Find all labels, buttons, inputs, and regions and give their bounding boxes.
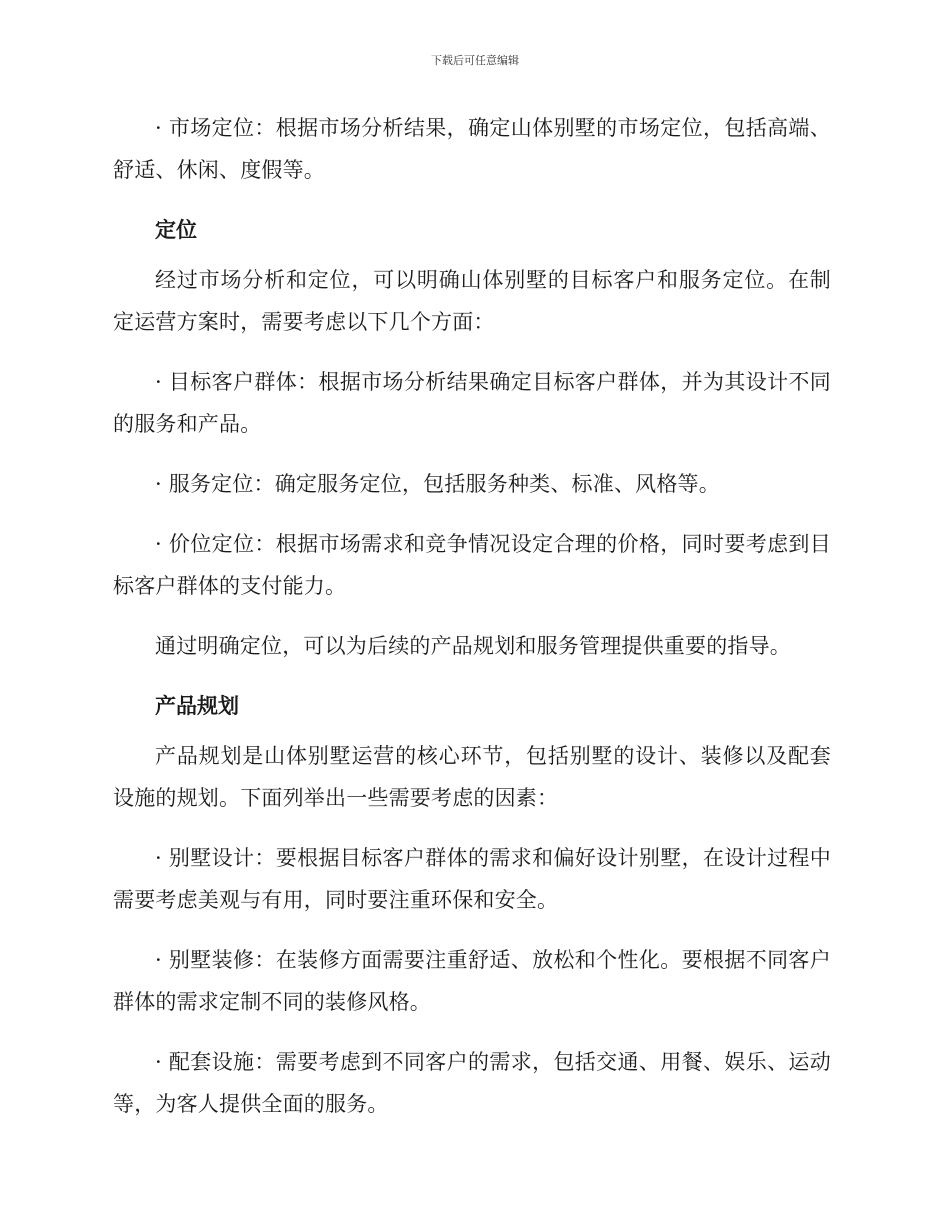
- section-heading-positioning: 定位: [155, 218, 197, 242]
- paragraph-positioning-summary: 通过明确定位，可以为后续的产品规划和服务管理提供重要的指导。: [155, 634, 791, 658]
- paragraph-target-customers: · 目标客户群体：根据市场分析结果确定目标客户群体，并为其设计不同的服务和产品。: [113, 370, 831, 436]
- paragraph-market-positioning: · 市场定位：根据市场分析结果，确定山体别墅的市场定位，包括高端、舒适、休闲、度假等。: [113, 116, 831, 182]
- paragraph-price-positioning: · 价位定位：根据市场需求和竞争情况设定合理的价格，同时要考虑到目标客户群体的支付能力。: [113, 532, 831, 598]
- paragraph-supporting-facilities: · 配套设施：需要考虑到不同客户的需求，包括交通、用餐、娱乐、运动等，为客人提供全面的服务。: [113, 1050, 831, 1116]
- document-body: [113, 107, 831, 1143]
- paragraph-product-planning-intro: 产品规划是山体别墅运营的核心环节，包括别墅的设计、装修以及配套设施的规划。下面列举出一些需要考虑的因素：: [113, 744, 831, 810]
- paragraph-service-positioning: · 服务定位：确定服务定位，包括服务种类、标准、风格等。: [155, 472, 720, 496]
- paragraph-villa-design: · 别墅设计：要根据目标客户群体的需求和偏好设计别墅，在设计过程中需要考虑美观与有用，同时要注重环保和安全。: [113, 846, 831, 912]
- section-heading-product-planning: 产品规划: [155, 694, 239, 718]
- paragraph-villa-decoration: · 别墅装修：在装修方面需要注重舒适、放松和个性化。要根据不同客户群体的需求定制不同的装修风格。: [113, 948, 831, 1014]
- paragraph-positioning-intro: 经过市场分析和定位，可以明确山体别墅的目标客户和服务定位。在制定运营方案时，需要考虑以下几个方面：: [113, 268, 831, 334]
- page-header: 下载后可任意编辑: [431, 54, 519, 67]
